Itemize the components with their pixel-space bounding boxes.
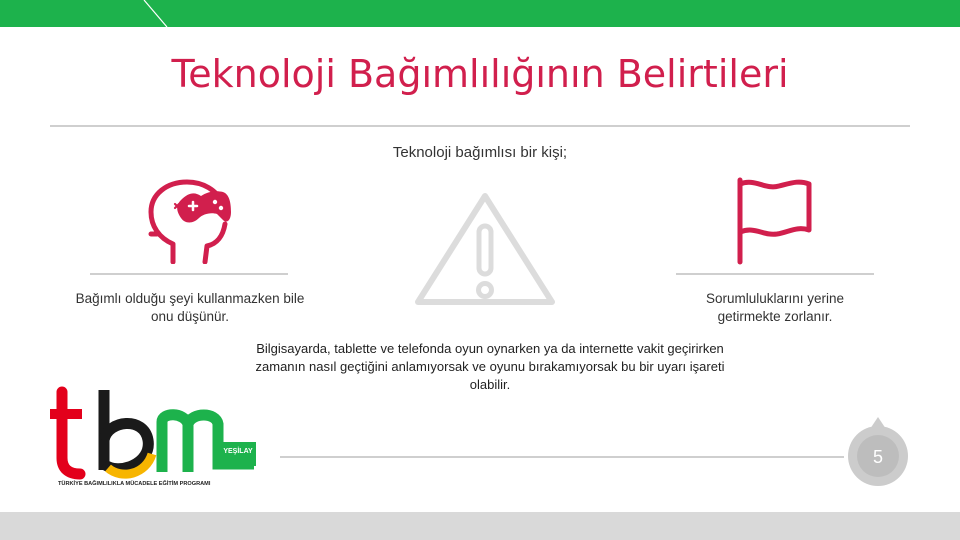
left-symptom-text: Bağımlı olduğu şeyi kullanmazken bile onu düşünür. — [75, 291, 305, 324]
tbm-logo-mark — [48, 384, 263, 492]
right-symptom-text: Sorumluluklarını yerine getirmekte zorlanır. — [705, 291, 845, 324]
slide-title: Teknoloji Bağımlılığının Belirtileri — [171, 52, 789, 96]
flag-icon — [735, 176, 815, 266]
tbm-logo — [48, 384, 263, 492]
slide-subtitle: Teknoloji bağımlısı bir kişi; — [392, 144, 568, 161]
warning-icon — [412, 190, 558, 308]
left-divider — [90, 273, 288, 275]
bottom-divider — [280, 456, 844, 458]
head-gamepad-icon — [145, 178, 235, 264]
right-divider — [676, 273, 874, 275]
bottom-gray-bar — [0, 512, 960, 540]
title-divider — [50, 125, 910, 127]
top-bar-stripe — [0, 0, 260, 27]
logo-caption: TÜRKİYE BAĞIMLILIKLA MÜCADELE EĞİTİM PROGRAMI — [58, 481, 211, 487]
page-number: 5 — [872, 447, 883, 467]
page-number-badge — [843, 415, 913, 495]
logo-tag: YEŞİLAY — [223, 448, 253, 455]
warning-description: Bilgisayarda, tablette ve telefonda oyun oynarken ya da internette vakit geçirirken zamanın nasıl geçtiğini anlamıyorsak ve oyunu bırakamıyorsak bu bir uyarı işareti olabilir. — [255, 341, 725, 392]
